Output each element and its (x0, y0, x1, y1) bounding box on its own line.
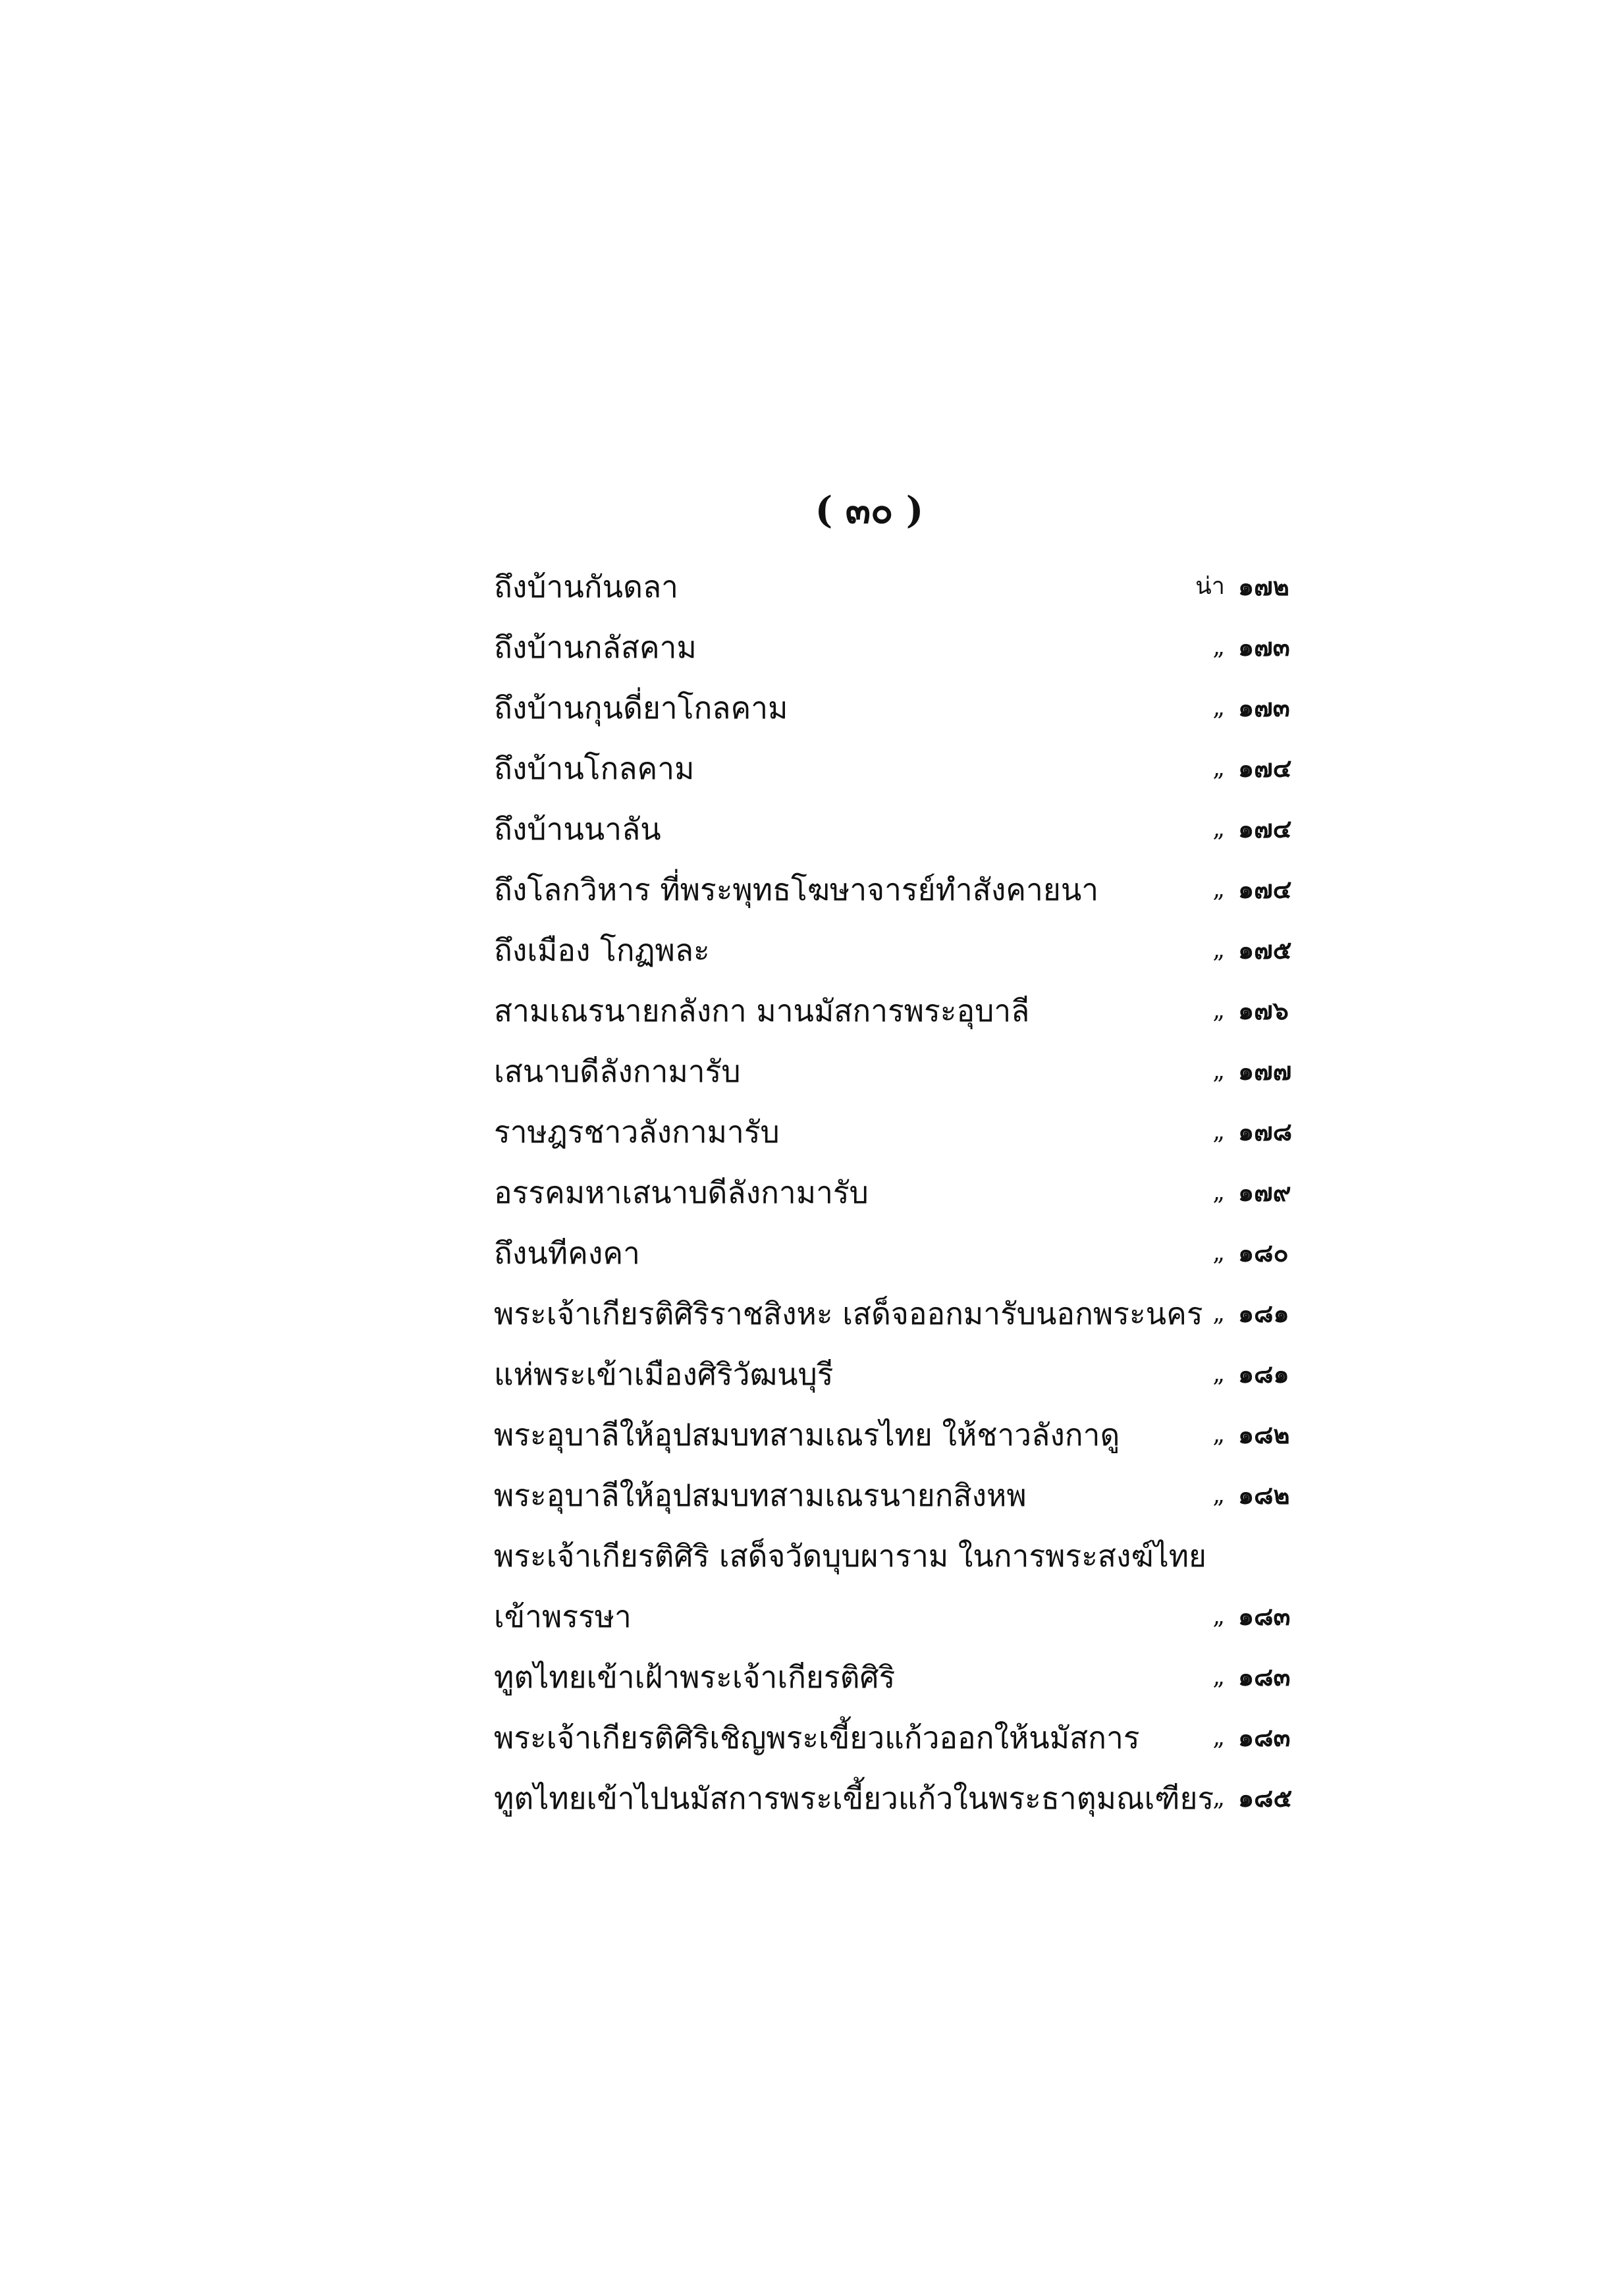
toc-entry-page: ๑๘๓ (1238, 1722, 1291, 1752)
toc-entry (494, 1102, 1311, 1162)
toc-entry-title: ถึงบ้านกลัสคาม (494, 629, 697, 665)
toc-entry-title: พระอุบาลีให้อุปสมบทสามเณรนายกสิงหพ (494, 1478, 1027, 1513)
toc-entry-title: ทูตไทยเข้าไปนมัสการพระเขี้ยวแก้วในพระธาตุมณเฑียร (494, 1780, 1214, 1816)
toc-entry (494, 1647, 1311, 1707)
toc-entry-mark: „ (1212, 1603, 1225, 1630)
toc-entry-title: ถึงบ้านนาลัน (494, 811, 661, 847)
toc-entry-page: ๑๗๙ (1238, 1177, 1291, 1207)
toc-entry-page: ๑๗๔ (1238, 874, 1292, 904)
toc-entry-mark: „ (1212, 876, 1225, 903)
toc-entry-mark: „ (1212, 1421, 1225, 1448)
toc-entry-page: ๑๘๐ (1238, 1238, 1289, 1268)
toc-entry (494, 1162, 1311, 1223)
page-number: ( ๓๐ ) (815, 489, 924, 532)
toc-entry (494, 1404, 1311, 1465)
toc-entry-page: ๑๗๖ (1238, 996, 1289, 1025)
toc-entry (494, 1465, 1311, 1526)
toc-entry-mark: น่า (1195, 573, 1225, 600)
toc-entry-mark: „ (1212, 755, 1225, 782)
toc-entry-title: ถึงเมือง โกฏพละ (494, 932, 710, 968)
toc-entry-page: ๑๗๔ (1238, 814, 1292, 843)
toc-entry-page: ๑๘๑ (1238, 1359, 1289, 1389)
toc-entry (494, 738, 1311, 799)
toc-entry (494, 1768, 1311, 1829)
toc-entry-mark: „ (1212, 633, 1225, 660)
toc-entry (494, 1586, 1311, 1647)
toc-entry-mark: „ (1212, 1724, 1225, 1751)
toc-entry-page: ๑๗๘ (1238, 1117, 1293, 1146)
toc-entry-title: พระเจ้าเกียรติศิริราชสิงหะ เสด็จออกมารับนอกพระนคร (494, 1296, 1203, 1331)
toc-entry-page: ๑๗๓ (1238, 632, 1290, 662)
toc-entry-title: แห่พระเข้าเมืองศิริวัฒนบุรี (494, 1356, 834, 1392)
toc-entry-mark: „ (1212, 1482, 1225, 1508)
toc-entry-title: ถึงบ้านโกลคาม (494, 751, 695, 786)
toc-entry (494, 1041, 1311, 1102)
toc-entry-mark: „ (1212, 694, 1225, 721)
toc-entry-title: เสนาบดีลังกามารับ (494, 1054, 741, 1089)
toc-entry-mark: „ (1212, 1118, 1225, 1145)
toc-entry (494, 556, 1311, 617)
toc-entry-mark: „ (1212, 1179, 1225, 1206)
toc-entry (494, 799, 1311, 859)
toc-entry (494, 1707, 1311, 1768)
toc-entry-page: ๑๗๓ (1238, 693, 1290, 722)
toc-entry-page: ๑๘๓ (1238, 1601, 1291, 1631)
toc-entry-title: ถึงบ้านกุนดี่ยาโกลคาม (494, 690, 788, 726)
toc-entry-page: ๑๘๒ (1238, 1480, 1290, 1510)
toc-entry-mark: „ (1212, 1663, 1225, 1690)
toc-entry-page: ๑๘๓ (1238, 1662, 1291, 1692)
toc-entry-mark: „ (1212, 997, 1225, 1024)
toc-entry-title: ทูตไทยเข้าเฝ้าพระเจ้าเกียรติศิริ (494, 1659, 896, 1695)
toc-entry-page: ๑๘๑ (1238, 1298, 1289, 1328)
toc-entry (494, 617, 1311, 678)
toc-entry-title: ราษฎรชาวลังกามารับ (494, 1114, 780, 1150)
toc-entry-title: เข้าพรรษา (494, 1599, 632, 1634)
toc-entry (494, 1283, 1311, 1344)
toc-entry (494, 1223, 1311, 1283)
toc-entry-mark: „ (1212, 1239, 1225, 1266)
toc-entry-mark: „ (1212, 1784, 1225, 1811)
toc-entry-page: ๑๗๒ (1238, 572, 1289, 601)
toc-entry-title: พระเจ้าเกียรติศิริ เสด็จวัดบุบผาราม ในการพระสงฆ์ไทย (494, 1538, 1206, 1574)
toc-entry-title: ถึงนทีคงคา (494, 1235, 640, 1271)
toc-entry (494, 859, 1311, 920)
toc-entry-title: สามเณรนายกลังกา มานมัสการพระอุบาลี (494, 993, 1030, 1028)
toc-entry-mark: „ (1212, 1300, 1225, 1327)
toc-entry-page: ๑๗๕ (1238, 935, 1292, 965)
toc-entry-page: ๑๗๔ (1238, 753, 1292, 783)
toc-entry (494, 1526, 1311, 1586)
toc-entry-title: พระเจ้าเกียรติศิริเชิญพระเขี้ยวแก้วออกให้นมัสการ (494, 1720, 1140, 1755)
toc-entry-page: ๑๘๕ (1238, 1783, 1293, 1813)
toc-entry-mark: „ (1212, 936, 1225, 963)
toc-entry-mark: „ (1212, 1057, 1225, 1084)
toc-entry-mark: „ (1212, 815, 1225, 842)
table-of-contents (494, 556, 1311, 1829)
toc-entry-title: พระอุบาลีให้อุปสมบทสามเณรไทย ให้ชาวลังกาดู (494, 1417, 1120, 1453)
toc-entry-page: ๑๗๗ (1238, 1056, 1292, 1086)
toc-entry-title: ถึงบ้านกันดลา (494, 569, 678, 604)
toc-entry-page: ๑๘๒ (1238, 1420, 1290, 1449)
toc-entry-title: ถึงโลกวิหาร ที่พระพุทธโฆษาจารย์ทำสังคายนา (494, 872, 1099, 907)
toc-entry (494, 678, 1311, 738)
toc-entry-mark: „ (1212, 1360, 1225, 1387)
toc-entry-title: อรรคมหาเสนาบดีลังกามารับ (494, 1175, 869, 1210)
toc-entry (494, 980, 1311, 1041)
toc-entry (494, 1344, 1311, 1404)
toc-entry (494, 920, 1311, 980)
